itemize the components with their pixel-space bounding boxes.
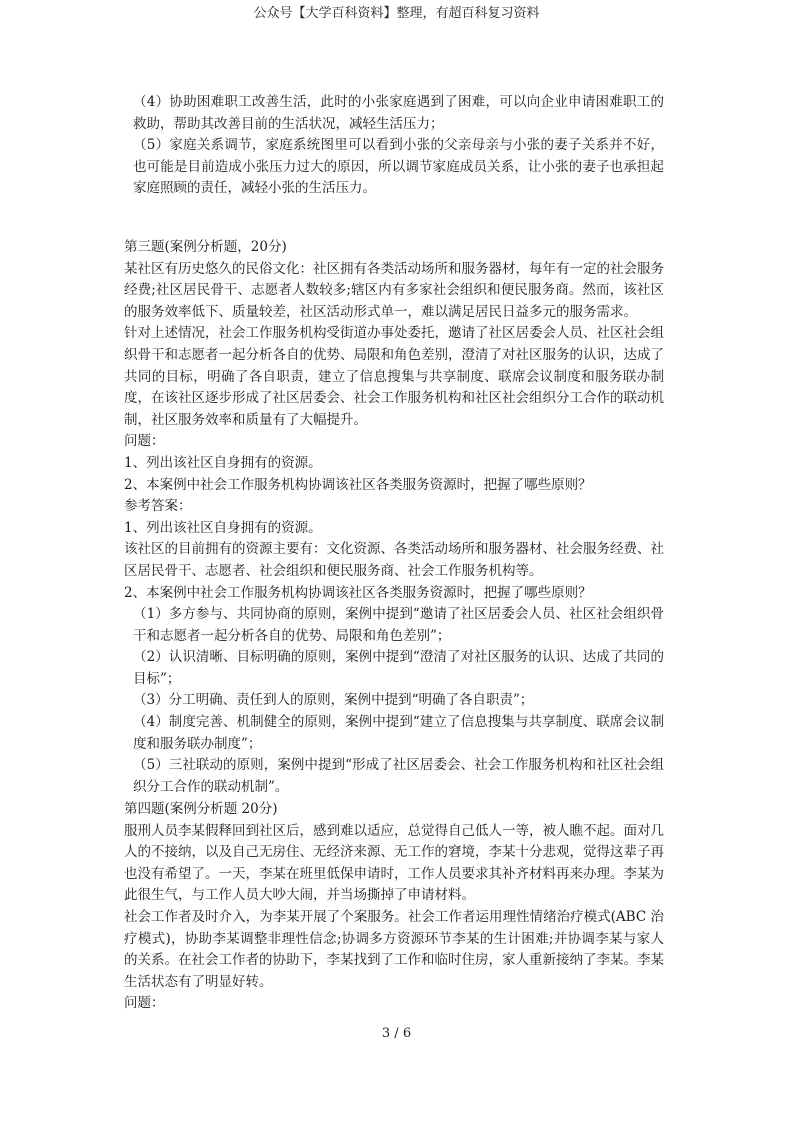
principle-item: （4）制度完善、机制健全的原则，案例中提到“建立了信息搜集与共享制度、联席会议制度和服务联办制度”； <box>133 714 664 752</box>
questions-label: 问题： <box>124 995 165 1012</box>
question-3-title: 第三题(案例分析题，20分) <box>124 239 287 255</box>
answer-item-5: （5）家庭关系调节，家庭系统图里可以看到小张的父亲母亲与小张的妻子关系并不好，也可能是目前造成小张压力过大的原因，所以调节家庭成员关系，让小张的妻子也承担起家庭照顾的责任，减轻小张的生活压力。 <box>133 137 664 197</box>
case-paragraph: 服刑人员李某假释回到社区后，感到难以适应，总觉得自己低人一等，被人瞧不起。面对几人的不接纳，以及自己无房住、无经济来源、无工作的窘境，李某十分悲观，觉得这辈子再也没有希望了。一天，李某在班里低保申请时，工作人员要求其补齐材料再来办理。李某为此很生气，与工作人员大吵大闹，并当场撕掉了申请材料。 <box>124 822 664 904</box>
case-paragraph: 社会工作者及时介入，为李某开展了个案服务。社会工作者运用理性情绪治疗模式(ABC 治疗模式)，协助李某调整非理性信念;协调多方资源环节李某的生计困难;并协调李某与家人的关系。在社会工作者的协助下，李某找到了工作和临时住房，家人重新接纳了李某。李某生活状态有了明显好转。 <box>124 908 664 990</box>
principle-item: （2）认识清晰、目标明确的原则，案例中提到“澄清了对社区服务的认识、达成了共同的目标”； <box>133 649 664 687</box>
question-item: 2、本案例中社会工作服务机构协调该社区各类服务资源时，把握了哪些原则？ <box>124 476 592 493</box>
questions-label: 问题： <box>124 433 165 450</box>
answer-question-1: 1、列出该社区自身拥有的资源。 <box>124 519 322 536</box>
page-header: 公众号【大学百科资料】整理，有超百科复习资料 <box>253 6 540 21</box>
question-4-title: 第四题(案例分析题 20分) <box>124 801 278 817</box>
case-paragraph: 某社区有历史悠久的民俗文化：社区拥有各类活动场所和服务器材，每年有一定的社会服务经费;社区居民骨干、志愿者人数较多;辖区内有多家社会组织和便民服务商。然而，该社区的服务效率低下、质量较差，社区活动形式单一，难以满足居民日益多元的服务需求。 <box>124 260 664 320</box>
case-paragraph: 针对上述情况，社会工作服务机构受街道办事处委托，邀请了社区居委会人员、社区社会组织骨干和志愿者一起分析各自的优势、局限和角色差别，澄清了对社区服务的认识，达成了共同的目标，明确了各自职责，建立了信息搜集与共享制度、联席会议制度和服务联办制度，在该社区逐步形成了社区居委会、社会工作服务机构和社区社会组织分工合作的联动机制，社区服务效率和质量有了大幅提升。 <box>124 325 664 428</box>
answer-label: 参考答案： <box>124 498 192 515</box>
answer-question-2: 2、本案例中社会工作服务机构协调该社区各类服务资源时，把握了哪些原则？ <box>124 584 592 601</box>
question-4-section <box>124 799 664 1015</box>
answer-text-1: 该社区的目前拥有的资源主要有：文化资源、各类活动场所和服务器材、社会服务经费、社区居民骨干、志愿者、社会组织和便民服务商、社会工作服务机构等。 <box>124 541 664 579</box>
answer-item-4: （4）协助困难职工改善生活，此时的小张家庭遇到了困难，可以向企业申请困难职工的救助，帮助其改善目前的生活状况，减轻生活压力； <box>133 94 664 132</box>
page-number: 3 / 6 <box>381 1026 412 1041</box>
previous-answer-section <box>124 92 664 200</box>
question-3-section <box>124 237 664 798</box>
question-item: 1、列出该社区自身拥有的资源。 <box>124 454 322 471</box>
principle-item: （1）多方参与、共同协商的原则，案例中提到“邀请了社区居委会人员、社区社会组织骨干和志愿者一起分析各自的优势、局限和角色差别”； <box>133 606 664 644</box>
principle-item: （5）三社联动的原则，案例中提到“形成了社区居委会、社会工作服务机构和社区社会组织分工合作的联动机制”。 <box>133 757 664 795</box>
principle-item: （3）分工明确、责任到人的原则，案例中提到“明确了各自职责”； <box>133 692 534 709</box>
